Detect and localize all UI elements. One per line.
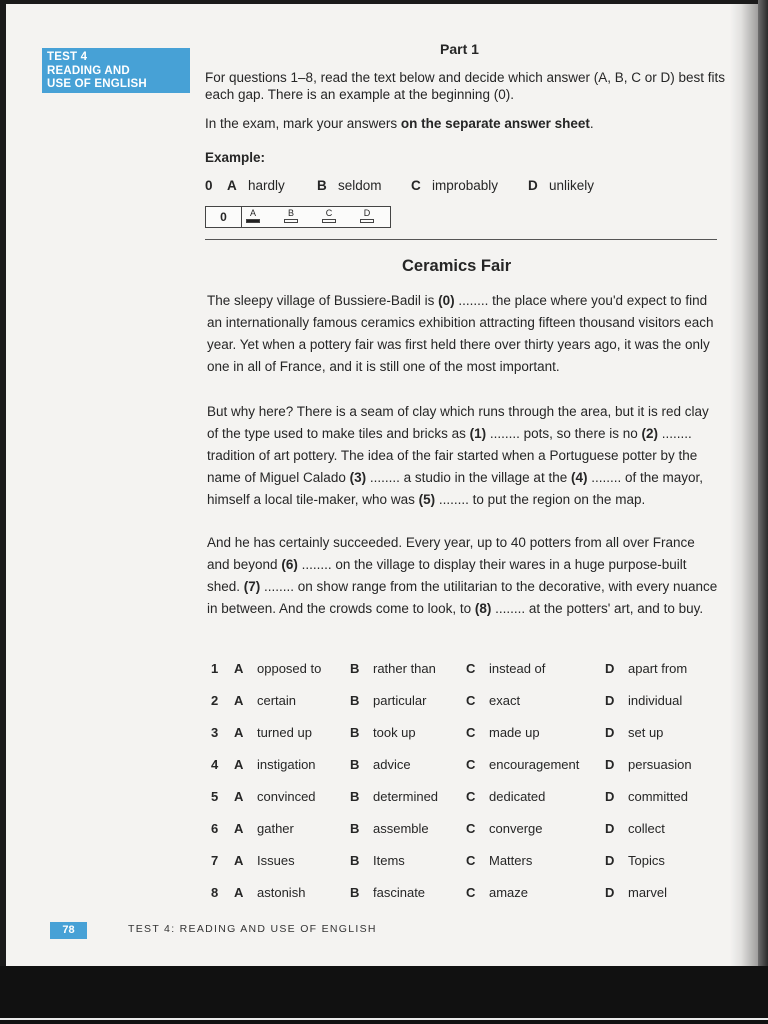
background-surface [0, 966, 768, 1024]
gap-number: (3) [349, 470, 367, 485]
test-section-tag [42, 48, 190, 93]
option-letter[interactable]: A [234, 821, 244, 836]
option-letter[interactable]: C [466, 821, 476, 836]
example-option-text: improbably [432, 178, 499, 193]
option-letter[interactable]: D [605, 789, 615, 804]
answer-mark-empty [284, 219, 298, 223]
gap-number: (1) [469, 426, 487, 441]
option-text: set up [628, 725, 664, 740]
option-text: Issues [257, 853, 295, 868]
option-letter[interactable]: B [350, 693, 360, 708]
option-letter[interactable]: A [234, 725, 244, 740]
answer-option-a[interactable]: A [244, 208, 262, 223]
example-option-text: hardly [248, 178, 285, 193]
gap-number: (8) [474, 601, 492, 616]
option-text: certain [257, 693, 297, 708]
question-row [211, 757, 711, 777]
answer-mark-empty [322, 219, 336, 223]
option-text: gather [257, 821, 294, 836]
example-option-c [411, 178, 498, 193]
option-text: apart from [628, 661, 688, 676]
option-text: rather than [373, 661, 436, 676]
gap-number: (0) [438, 293, 455, 308]
question-number: 5 [211, 789, 219, 804]
option-letter[interactable]: B [350, 885, 360, 900]
paragraph-text: ........ at the potters' art, and to buy. [491, 601, 704, 616]
option-letter[interactable]: B [350, 789, 360, 804]
question-row [211, 725, 711, 745]
option-text: opposed to [257, 661, 322, 676]
question-row [211, 789, 711, 809]
option-text: Matters [489, 853, 533, 868]
option-text: instigation [257, 757, 316, 772]
gap-number: (7) [243, 579, 261, 594]
paragraph-text: ........ a studio in the village at the [366, 470, 571, 485]
article-title: Ceramics Fair [402, 257, 512, 275]
option-text: collect [628, 821, 665, 836]
option-letter[interactable]: B [350, 725, 360, 740]
article-paragraph [207, 532, 719, 620]
option-letter[interactable]: C [466, 853, 476, 868]
option-text: exact [489, 693, 521, 708]
option-letter[interactable]: D [605, 725, 615, 740]
option-letter[interactable]: D [605, 821, 615, 836]
gap-number: (2) [641, 426, 658, 441]
option-letter[interactable]: C [466, 725, 476, 740]
option-text: converge [489, 821, 543, 836]
question-number: 8 [211, 885, 219, 900]
paragraph-text: ........ on show range from the utilitarian to the decorative, with every nuance in between. And the crowds come to look, to [207, 579, 718, 616]
example-answer-box [205, 206, 391, 228]
option-text: Topics [628, 853, 665, 868]
option-text: amaze [489, 885, 529, 900]
option-letter[interactable]: C [466, 885, 476, 900]
option-text: encouragement [489, 757, 580, 772]
test-tag-line: USE OF ENGLISH [47, 78, 147, 90]
answer-option-d[interactable]: D [358, 208, 376, 223]
option-letter[interactable]: D [605, 885, 615, 900]
example-option-text: seldom [338, 178, 382, 193]
option-text: assemble [373, 821, 429, 836]
answer-mark-filled [246, 219, 260, 223]
question-row [211, 853, 711, 873]
scan-edge-line [0, 1018, 768, 1020]
gap-number: (5) [418, 492, 436, 507]
question-number: 3 [211, 725, 219, 740]
article-paragraph [207, 290, 719, 378]
option-text: took up [373, 725, 416, 740]
test-tag-line: READING AND [47, 64, 130, 77]
option-text: determined [373, 789, 439, 804]
option-letter[interactable]: A [234, 661, 244, 676]
exam-instruction-bold: on the separate answer sheet [400, 116, 590, 131]
option-letter[interactable]: B [350, 661, 360, 676]
example-option-a [227, 178, 285, 193]
exam-instruction [205, 115, 725, 132]
paragraph-text: The sleepy village of Bussiere-Badil is [207, 293, 439, 308]
example-option-letter: B [317, 178, 327, 193]
instructions-text: For questions 1–8, read the text below and decide which answer (A, B, C or D) best fits each gap. There is an example at the beginning (0). [205, 70, 726, 102]
question-number: 1 [211, 661, 219, 676]
question-number: 2 [211, 693, 219, 708]
paragraph-text: ........ of the mayor, himself a local tile-maker, who was [207, 470, 704, 507]
running-footer: TEST 4: READING AND USE OF ENGLISH [128, 923, 377, 935]
option-letter[interactable]: D [605, 853, 615, 868]
option-letter[interactable]: A [234, 693, 244, 708]
option-text: Items [373, 853, 405, 868]
answer-option-c[interactable]: C [320, 208, 338, 223]
example-option-d [528, 178, 594, 193]
example-option-letter: C [411, 178, 421, 193]
answer-box-number: 0 [206, 207, 242, 227]
test-tag-line: TEST 4 [47, 51, 88, 63]
option-text: persuasion [628, 757, 692, 772]
option-text: turned up [257, 725, 312, 740]
question-number: 6 [211, 821, 219, 836]
question-row [211, 885, 711, 905]
option-text: individual [628, 693, 683, 708]
paragraph-text: ........ tradition of art pottery. The idea of the fair started when a Portuguese potter by the name of Miguel Calado [207, 426, 698, 485]
option-letter[interactable]: B [350, 821, 360, 836]
option-letter[interactable]: C [466, 789, 476, 804]
paragraph-text: ........ to put the region on the map. [435, 492, 646, 507]
question-number: 4 [211, 757, 219, 772]
gap-number: (4) [570, 470, 588, 485]
article-paragraph [207, 401, 719, 511]
paragraph-text: And he has certainly succeeded. Every year, up to 40 potters from all over France and beyond [207, 535, 695, 572]
example-label: Example: [205, 150, 266, 165]
option-letter[interactable]: D [605, 693, 615, 708]
option-letter[interactable]: C [466, 661, 476, 676]
example-option-letter: A [227, 178, 237, 193]
page-number: 78 [50, 922, 87, 939]
option-letter[interactable]: A [234, 885, 244, 900]
option-letter[interactable]: C [466, 693, 476, 708]
example-option-letter: D [528, 178, 538, 193]
option-text: advice [373, 757, 411, 772]
option-letter[interactable]: A [234, 757, 244, 772]
answer-option-b[interactable]: B [282, 208, 300, 223]
option-text: astonish [257, 885, 306, 900]
option-text: marvel [628, 885, 668, 900]
option-text: convinced [257, 789, 316, 804]
question-row [211, 661, 711, 681]
example-number: 0 [205, 178, 213, 193]
section-divider [205, 239, 717, 240]
option-letter[interactable]: C [466, 757, 476, 772]
option-letter[interactable]: B [350, 757, 360, 772]
example-option-text: unlikely [549, 178, 595, 193]
option-text: instead of [489, 661, 546, 676]
part-title: Part 1 [440, 41, 479, 57]
option-text: fascinate [373, 885, 426, 900]
option-letter[interactable]: B [350, 853, 360, 868]
paragraph-text: ........ on the village to display their wares in a huge purpose-built shed. [207, 557, 687, 594]
option-letter[interactable]: A [234, 789, 244, 804]
question-row [211, 821, 711, 841]
book-edge [758, 0, 768, 1024]
exam-instruction-prefix: In the exam, mark your answers [205, 116, 401, 131]
option-letter[interactable]: D [605, 757, 615, 772]
paragraph-text: But why here? There is a seam of clay which runs through the area, but it is red clay of the type used to make tiles and bricks as [207, 404, 709, 441]
answer-mark-empty [360, 219, 374, 223]
question-number: 7 [211, 853, 219, 868]
paragraph-text: ........ pots, so there is no [486, 426, 642, 441]
option-text: made up [489, 725, 540, 740]
option-letter[interactable]: A [234, 853, 244, 868]
option-text: particular [373, 693, 427, 708]
gap-number: (6) [281, 557, 298, 572]
option-letter[interactable]: D [605, 661, 615, 676]
exam-instruction-suffix: . [589, 116, 594, 131]
option-text: committed [628, 789, 688, 804]
question-row [211, 693, 711, 713]
paragraph-text: ........ the place where you'd expect to find an internationally famous ceramics exhibition attracting fifteen thousand visitors each year. Yet when a pottery fair was first held there over thirty years ago, it was the only one in all of France, and it is still one of the most important. [207, 293, 714, 374]
page-spine-shadow [730, 4, 758, 966]
example-option-b [317, 178, 382, 193]
option-text: dedicated [489, 789, 546, 804]
